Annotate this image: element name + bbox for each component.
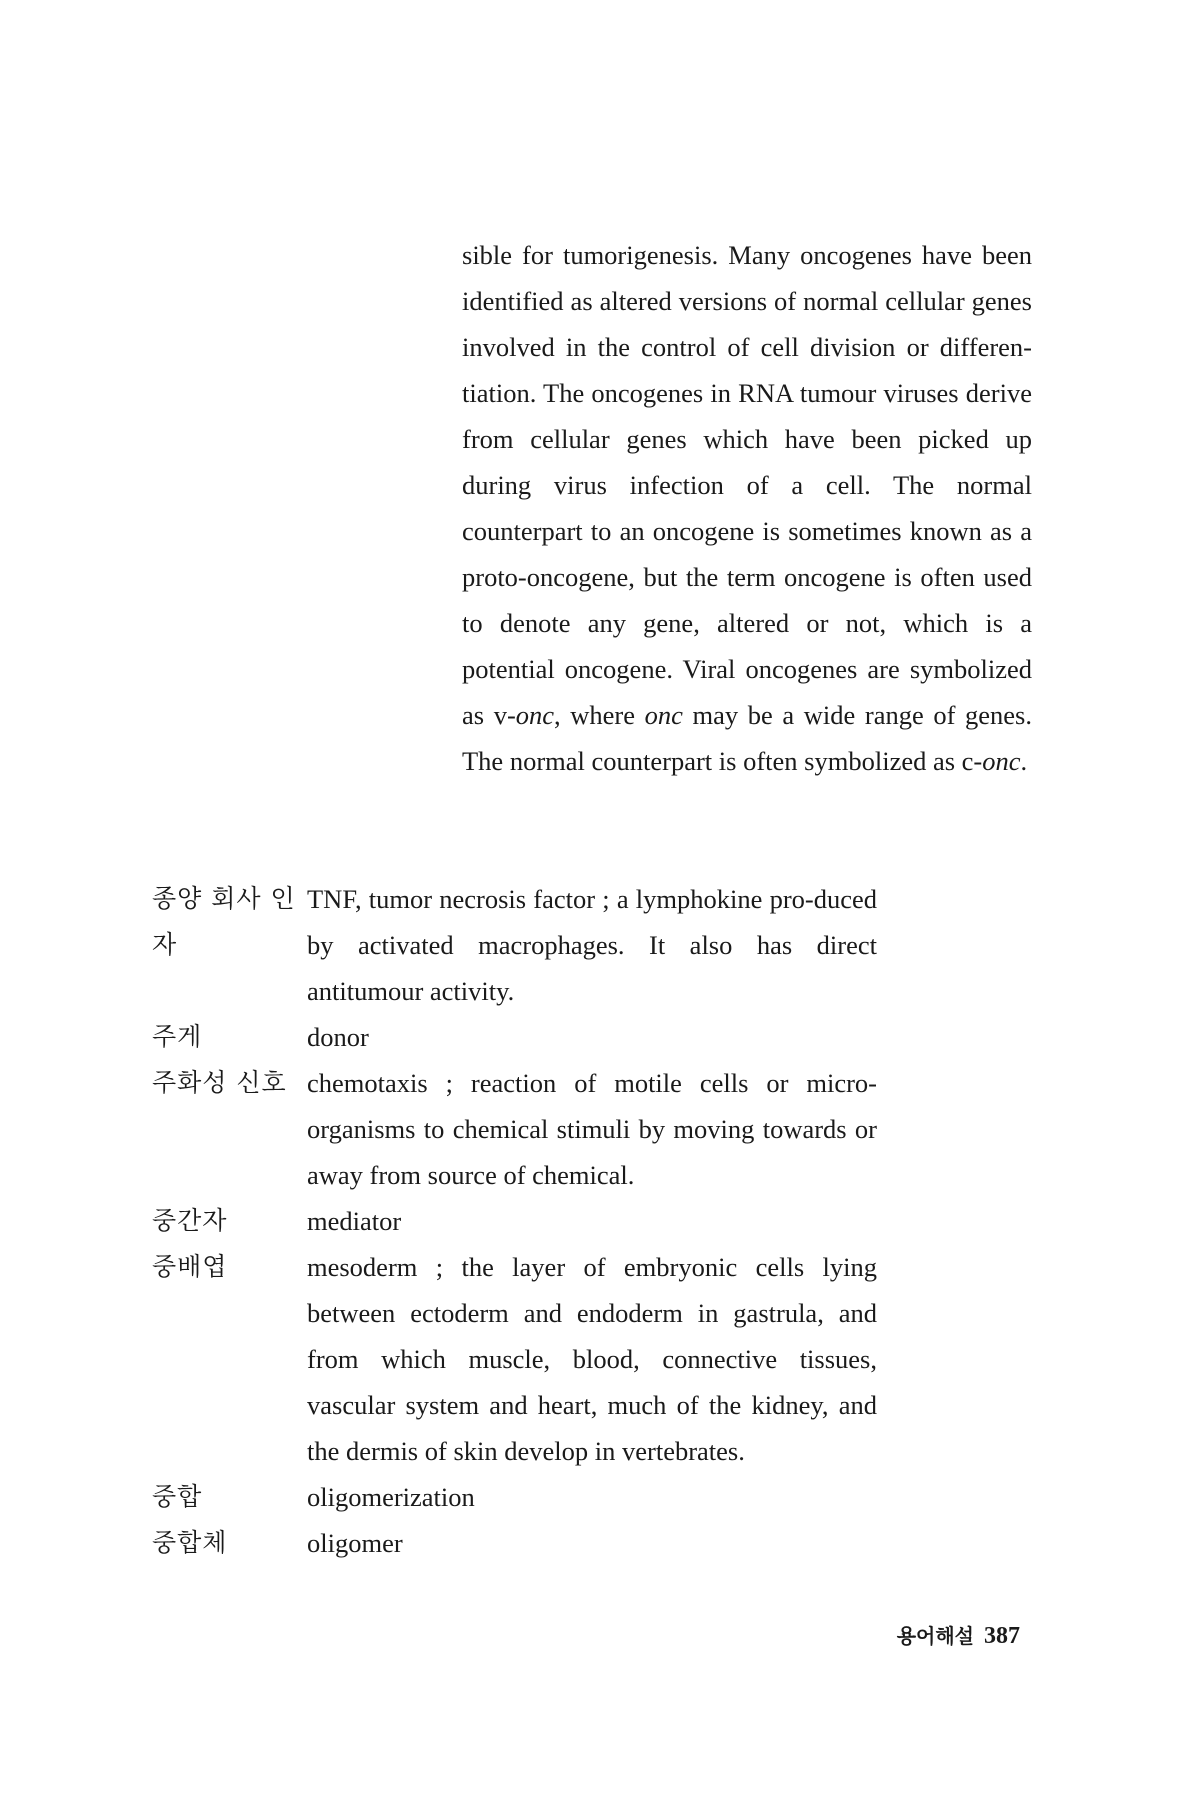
entry-term: 중간자 (152, 1206, 228, 1235)
intro-text: may be a wide range of genes. The normal counterpart is often symbolized as c- (462, 700, 1032, 776)
entry-term: 종양 회사 인자 (152, 884, 296, 959)
intro-italic: onc (644, 700, 683, 730)
intro-text: sible for tumorigenesis. Many oncogenes have been identified as altered versions of normal cellular genes involved in the control of cell division or differen-tiation. The oncogenes in RNA tumour viruses derive from cellular genes which have been picked up during virus infection of a cell. The normal counterpart to an oncogene is sometimes known as a proto-oncogene, but the term oncogene is often used to denote any gene, altered or not, which is a potential oncogene. Viral oncogenes are symbolized as v- (462, 240, 1032, 730)
glossary-entry (0, 876, 1200, 1014)
intro-text: , where (554, 700, 645, 730)
glossary-entry (0, 1520, 1200, 1566)
entry-term: 중합 (152, 1482, 203, 1511)
glossary-entry (0, 1198, 1200, 1244)
intro-italic: onc (982, 746, 1021, 776)
glossary-entry (0, 1244, 1200, 1474)
entry-definition: mesoderm ; the layer of embryonic cells lying between ectoderm and endoderm in gastrula, and from which muscle, blood, connective tissues, vascular system and heart, much of the kidney, and the dermis of skin develop in vertebrates. (307, 1252, 877, 1466)
section-label: 용어해설 (896, 1624, 974, 1648)
entry-term: 주게 (152, 1022, 203, 1051)
intro-paragraph (462, 232, 1032, 784)
entry-definition: mediator (307, 1206, 402, 1236)
glossary-entries (0, 876, 1200, 1566)
entry-definition: TNF, tumor necrosis factor ; a lymphokine pro-duced by activated macrophages. It also has direct antitumour activity. (307, 884, 877, 1006)
page-footer (840, 1620, 1020, 1650)
intro-italic: onc (515, 700, 555, 730)
entry-term: 중배엽 (152, 1252, 228, 1281)
glossary-entry (0, 1014, 1200, 1060)
page-number: 387 (984, 1623, 1020, 1649)
entry-definition: chemotaxis ; reaction of motile cells or micro-organisms to chemical stimuli by moving towards or away from source of chemical. (307, 1068, 877, 1190)
glossary-entry (0, 1474, 1200, 1520)
entry-definition: oligomerization (307, 1482, 475, 1512)
entry-term: 중합체 (152, 1528, 228, 1557)
intro-text: . (1020, 746, 1028, 776)
entry-definition: oligomer (307, 1528, 403, 1558)
entry-definition: donor (307, 1022, 369, 1052)
glossary-entry (0, 1060, 1200, 1198)
entry-term: 주화성 신호 (152, 1068, 287, 1097)
